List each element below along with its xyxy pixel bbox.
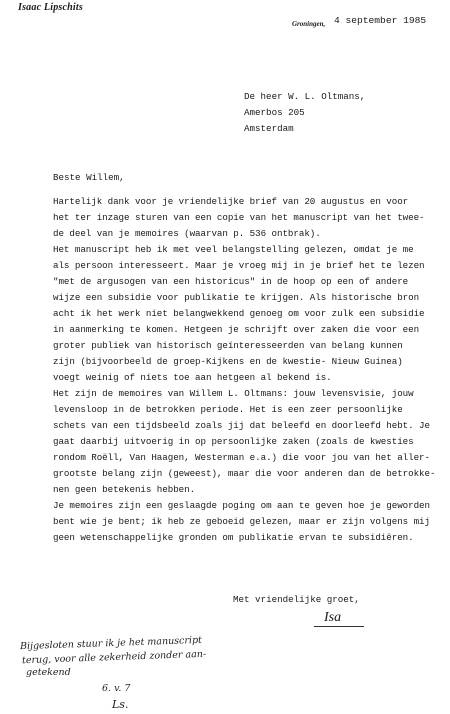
handwritten-note-line: terug, voor alle zekerheid zonder aan- [21,648,207,667]
body-line: groter publiek van historisch geïnteresseerden van belang kunnen [53,340,403,351]
body-line: schets van een tijdsbeeld zoals jij dat beleefd en doorleefd hebt. Je [53,420,430,431]
body-line: geen wetenschappelijke gronden om publikatie ervan te subsidiëren. [53,532,414,543]
body-line: rondom Roëll, Van Haagen, Westerman e.a.) die voor jou van het aller- [53,452,430,463]
body-line: levensloop in de betrokken periode. Het is een zeer persoonlijke [53,404,403,415]
body-line: Hartelijk dank voor je vriendelijke brief van 20 augustus en voor [53,196,409,207]
body-line: grootste belang zijn (geweest), maar die voor anderen dan de betrokke- [53,468,436,479]
closing: Met vriendelijke groet, [233,594,360,605]
body-line: "met de argusogen van een historicus" in de hoop op een of andere [53,276,409,287]
handwritten-note-line: Bijgesloten stuur ik je het manuscript [19,634,203,653]
address-line: Amsterdam [244,123,294,134]
body-line: zijn (bijvoorbeeld de groep-Kijkens en de kwestie- Nieuw Guinea) [53,356,403,367]
body-line: voegt weinig of niets toe aan hetgeen al bekend is. [53,372,332,383]
body-line: Het zijn de memoires van Willem L. Oltmans: jouw levensvisie, jouw [53,388,414,399]
body-line: als persoon interesseert. Maar je vroeg mij in je brief het te lezen [53,260,425,271]
body-line: bent wie je bent; ik heb ze geboeid gelezen, maar er zijn volgens mij [53,516,430,527]
salutation: Beste Willem, [53,172,125,183]
signature-underline [314,626,364,627]
body-line: het ter inzage sturen van een copie van het manuscript van het twee- [53,212,425,223]
letterhead: Isaac Lipschits [18,2,83,13]
letter-place: Groningen, [292,20,326,28]
body-line: Je memoires zijn een geslaagde poging om aan te geven hoe je geworden [53,500,430,511]
body-line: Het manuscript heb ik met veel belangstelling gelezen, omdat je me [53,244,414,255]
body-line: de deel van je memoires (waarvan p. 536 ontbrak). [53,228,321,239]
handwritten-note-line: 6. v. 7 [102,683,131,694]
letter-date: 4 september 1985 [334,15,427,26]
handwritten-note-line: getekend [26,667,71,678]
signature: Isa [324,610,342,625]
body-line: nen geen betekenis hebben. [53,484,196,495]
address-line: De heer W. L. Oltmans, [244,91,366,102]
handwritten-initials: Ls. [112,698,129,711]
body-line: acht ik het werk niet belangwekkend genoeg om voor zulk een subsidie [53,308,425,319]
address-line: Amerbos 205 [244,107,305,118]
body-line: in aanmerking te komen. Hetgeen je schrijft over zaken die voor een [53,324,420,335]
body-line: wijze een subsidie voor publikatie te krijgen. Als historische bron [53,292,420,303]
body-line: gaat daarbij uitvoerig in op persoonlijke zaken (zoals de kwesties [53,436,414,447]
